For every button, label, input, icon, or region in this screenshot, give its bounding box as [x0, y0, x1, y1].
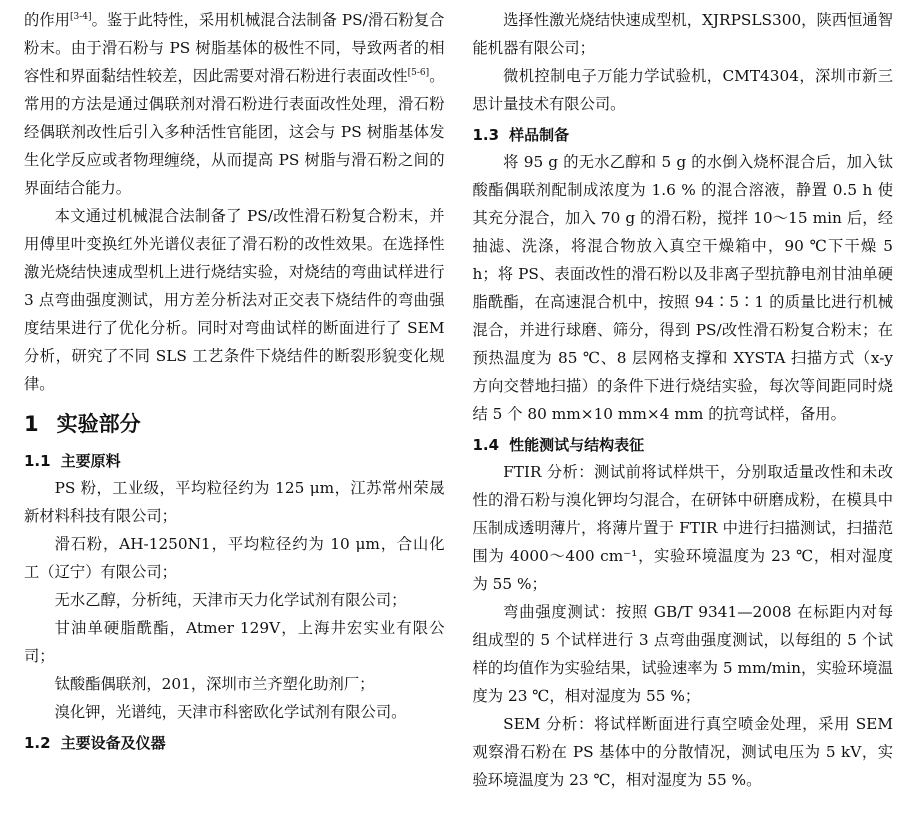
citation-3-4: [3-4]: [70, 11, 92, 22]
material-talc: 滑石粉，AH-1250N1，平均粒径约为 10 μm，合山化工（辽宁）有限公司；: [24, 535, 445, 581]
equipment-sls-machine: 选择性激光烧结快速成型机，XJRPSLS300，陕西恒通智能机器有限公司；: [472, 11, 893, 57]
section-heading-experimental: 1 实验部分: [24, 412, 141, 436]
sample-prep-paragraph: 将 95 g 的无水乙醇和 5 g 的水倒入烧杯混合后，加入钛酸酯偶联剂配制成浓度为 1.6 % 的混合溶液，静置 0.5 h 使其充分混合，加入 70 g 的滑石粉，搅拌 10～15 min 后，经抽滤、洗涤，将混合物放入真空干燥箱中，90 ℃下干燥 5 h；将 PS、表面改性的滑石粉以及非离子型抗静电剂甘油单硬脂酰酯，在高速混合机中，按照 94∶5∶1 的质量比进行机械混合，并进行球磨、筛分，得到 PS/改性滑石粉复合粉末；在预热温度为 85 ℃、8 层网格支撑和 XYSTA 扫描方式（x-y 方向交替地扫描）的条件下进行烧结实验，每次等间距同时烧结 5 个 80 mm×10 mm×4 mm 的抗弯试样，备用。: [472, 153, 893, 423]
right-column: [473, 6, 894, 794]
citation-5-6: [5-6]: [407, 67, 430, 78]
material-potassium-bromide: 溴化钾，光谱纯，天津市科密欧化学试剂有限公司。: [54, 703, 407, 721]
ftir-paragraph: FTIR 分析：测试前将试样烘干，分别取适量改性和未改性的滑石粉与溴化钾均匀混合，在研钵中研磨成粉，在模具中压制成透明薄片，将薄片置于 FTIR 中进行扫描测试，扫描范围为 4000～400 cm⁻¹，实验环境温度为 23 ℃，相对湿度为 55 %；: [472, 463, 893, 593]
two-column-body: [24, 6, 893, 794]
study-overview-paragraph: 本文通过机械混合法制备了 PS/改性滑石粉复合粉末，并用傅里叶变换红外光谱仪表征了滑石粉的改性效果。在选择性激光烧结快速成型机上进行烧结实验，对烧结的弯曲试样进行 3 点弯曲强度测试，用方差分析法对正交表下烧结件的弯曲强度结果进行了优化分析。同时对弯曲试样的断面进行了 SEM 分析，研究了不同 SLS 工艺条件下烧结件的断裂形貌变化规律。: [24, 207, 445, 393]
material-ps-powder: PS 粉，工业级，平均粒径约为 125 μm，江苏常州荣晟新材料科技有限公司；: [24, 479, 445, 525]
subsection-heading-sample-prep: 1.3 样品制备: [472, 126, 570, 144]
material-ethanol: 无水乙醇，分析纯，天津市天力化学试剂有限公司；: [54, 591, 407, 609]
material-titanate-coupling-agent: 钛酸酯偶联剂，201，深圳市兰齐塑化助剂厂；: [54, 675, 375, 693]
equipment-testing-machine: 微机控制电子万能力学试验机，CMT4304，深圳市新三思计量技术有限公司。: [472, 67, 893, 113]
subsection-heading-materials: 1.1 主要原料: [24, 452, 121, 470]
subsection-heading-equipment: 1.2 主要设备及仪器: [24, 734, 166, 752]
material-glycerol-monostearate: 甘油单硬脂酰酯，Atmer 129V，上海井宏实业有限公司；: [24, 619, 445, 665]
flexural-test-paragraph: 弯曲强度测试：按照 GB/T 9341—2008 在标距内对每组成型的 5 个试样进行 3 点弯曲强度测试，以每组的 5 个试样的均值作为实验结果，试验速率为 5 mm/min，实验环境温度为 23 ℃，相对湿度为 55 %；: [472, 603, 893, 705]
sem-paragraph: SEM 分析：将试样断面进行真空喷金处理，采用 SEM 观察滑石粉在 PS 基体中的分散情况，测试电压为 5 kV，实验环境温度为 23 ℃，相对湿度为 55 %。: [472, 715, 893, 789]
subsection-heading-testing: 1.4 性能测试与结构表征: [472, 436, 645, 454]
intro-paragraph-continued: 的作用[3-4]。鉴于此特性，采用机械混合法制备 PS/滑石粉复合粉末。由于滑石粉与 PS 树脂基体的极性不同，导致两者的相容性和界面黏结性较差，因此需要对滑石粉进行表面改性[5-6]。常用的方法是通过偶联剂对滑石粉进行表面改性处理，滑石粉经偶联剂改性后引入多种活性官能团，这会与 PS 树脂基体发生化学反应或者物理缠绕，从而提高 PS 树脂与滑石粉之间的界面结合能力。: [24, 11, 445, 197]
left-column: [24, 6, 445, 794]
